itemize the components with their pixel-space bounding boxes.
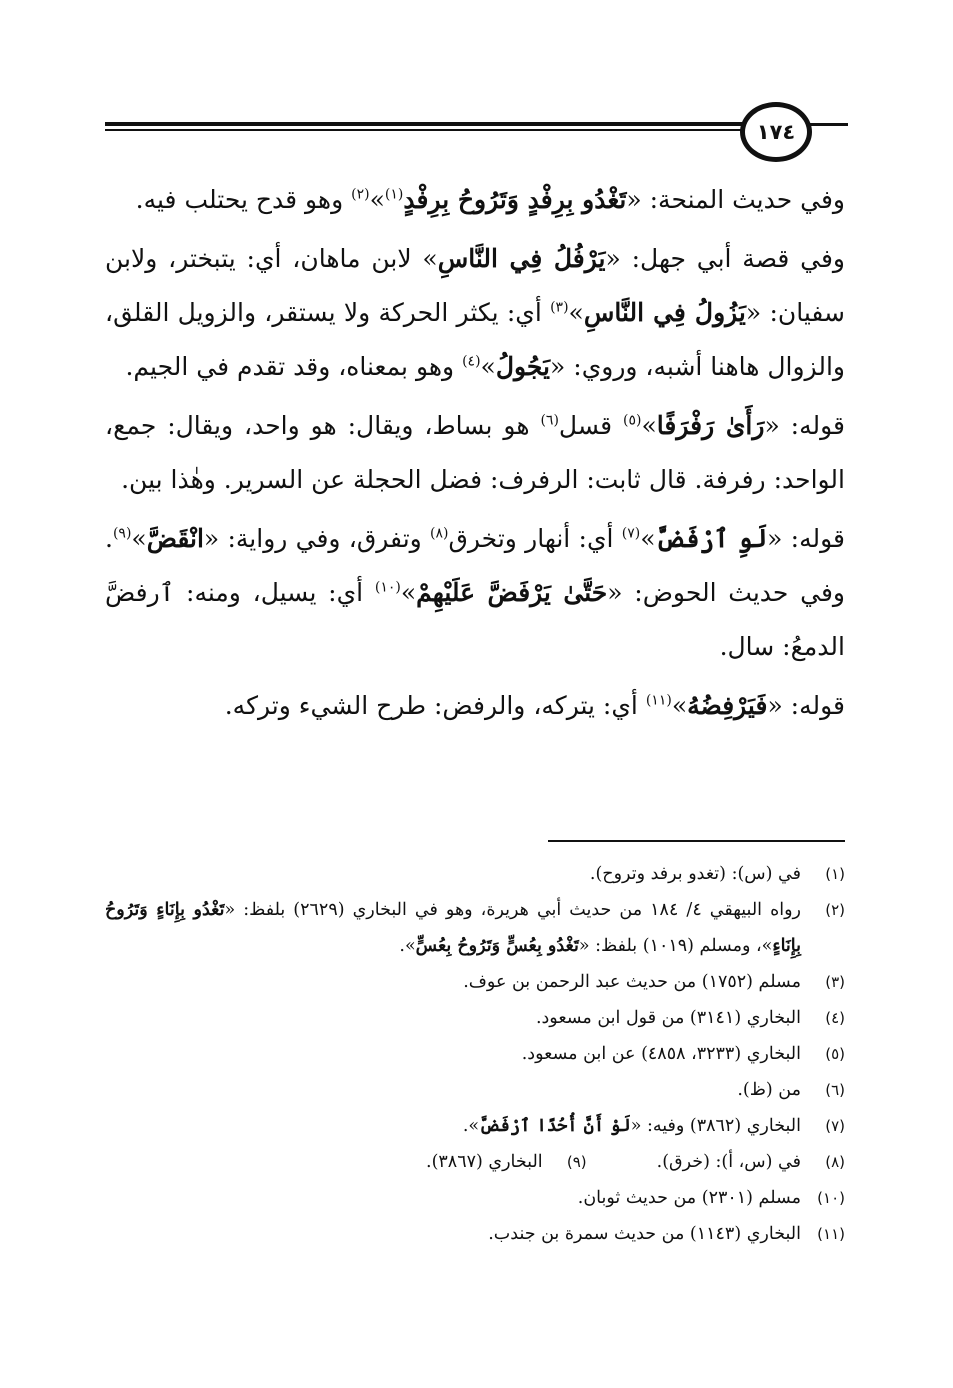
main-text: [105, 173, 845, 738]
quoted-hadith-text: تَغْدُو بِإِنَاءٍ وَتَرُوحُ بِإِنَاءٍ: [105, 900, 801, 956]
footnote-text: البخاري (٣٢٣٣، ٤٨٥٨) عن ابن مسعود.: [521, 1044, 801, 1064]
quoted-hadith-text: حَتَّىٰ يَرْفَضَّ عَلَيْهِمْ: [416, 578, 608, 607]
footnote-9: [426, 1144, 587, 1180]
text-run: قسل: [558, 411, 624, 440]
footnote-7: [105, 1108, 845, 1144]
quoted-hadith-text: تَغْدُو بِرِفْدٍ وَتَرُوحُ بِرِفْدٍ: [403, 185, 627, 214]
footnote-ref: (٤): [462, 353, 481, 370]
footnote-text: في (س، أ): (خرق).: [656, 1152, 801, 1172]
text-run: هو بساط، ويقال: هو واحد، ويقال: جمع، الواحد: رفرفة. قال ثابت: الرفرف: فضل الحجلة عن السرير. وهٰذا بين.: [105, 411, 845, 494]
footnote-number: (٢): [825, 901, 845, 919]
text-run: وتفرق، وفي رواية: «: [203, 524, 431, 553]
footnote-number: (٥): [825, 1045, 845, 1063]
quoted-hadith-text: فَيَرْفِضُهُ: [687, 691, 768, 720]
text-run: »: [369, 185, 385, 214]
footnote-number: (١١): [817, 1225, 845, 1243]
footnote-ref: (٨): [430, 525, 449, 542]
text-run: قوله: «: [764, 411, 845, 440]
footnote-text: البخاري (٣١٤١) من قول ابن مسعود.: [535, 1008, 801, 1028]
quoted-hadith-text: يَزُولُ فِي النَّاسِ: [583, 298, 746, 327]
paragraph: [105, 399, 845, 507]
text-run: رواه البيهقي ٤/ ١٨٤ من حديث أبي هريرة، وهو في البخاري (٢٦٢٩) بلفظ: «: [224, 900, 802, 920]
header-rule-thin: [105, 129, 745, 131]
footnote-text: البخاري (٣٨٦٧).: [426, 1152, 543, 1172]
quoted-hadith-text: لَوْ أَنَّ أُحُدًا ٱرْفَضَّ: [479, 1116, 631, 1136]
footnote-text: من (ظ).: [737, 1080, 801, 1100]
text-run: »: [671, 691, 688, 720]
footnote-ref: (٥): [623, 412, 642, 429]
text-run: ».: [399, 936, 416, 956]
text-run: »: [480, 352, 496, 381]
footnote-number: (٨): [825, 1153, 845, 1171]
footnote-number: (١٠): [817, 1189, 845, 1207]
paragraph: [105, 512, 845, 674]
text-run: »: [641, 411, 657, 440]
page-header: [0, 96, 953, 156]
text-run: أي: يتركه، والرفض: طرح الشيء وتركه.: [224, 691, 646, 720]
text-run: »: [640, 524, 656, 553]
header-rule-tail: [808, 123, 848, 126]
text-run: وهو بمعناه، وقد تقدم في الجيم.: [125, 352, 463, 381]
footnote-5: [105, 1036, 845, 1072]
text-run: قوله: «: [767, 691, 845, 720]
footnote-number: (٩): [566, 1153, 587, 1171]
quoted-hadith-text: يَرْفُلُ فِي النَّاسِ: [437, 244, 606, 273]
text-run: البخاري (٣٨٦٢) وفيه: «: [630, 1116, 801, 1136]
footnote-ref: (٩): [112, 525, 132, 542]
quoted-hadith-text: انْقَضَّ: [146, 524, 204, 553]
quoted-hadith-text: يَجُولُ: [495, 352, 551, 381]
text-run: . وفي حديث الحوض: «: [105, 524, 845, 607]
footnote-ref: (٢): [351, 186, 370, 203]
quoted-hadith-text: رَأَىٰ رَفْرَفًا: [656, 411, 765, 440]
footnote-ref: (٣): [550, 299, 569, 316]
footnotes: [105, 856, 845, 1252]
header-rule-thick: [105, 122, 745, 126]
text-run: » لابن ماهان، أي: يتبختر، ولابن سفيان: «: [105, 244, 845, 327]
footnote-11: [105, 1216, 845, 1252]
footnote-separator: [548, 840, 845, 842]
page-number: ١٧٤: [756, 120, 796, 144]
footnote-2: [105, 892, 845, 964]
text-run: أي: يكثر الحركة ولا يستقر، والزويل القلق، والزوال هاهنا أشبه، وروي: «: [105, 298, 845, 381]
footnote-4: [105, 1000, 845, 1036]
footnote-6: [105, 1072, 845, 1108]
text-run: »: [400, 578, 417, 607]
footnote-text: البخاري (١١٤٣) من حديث سمرة بن جندب.: [488, 1224, 801, 1244]
text-run: ».: [462, 1116, 480, 1136]
footnote-number: (١): [825, 865, 845, 883]
footnote-ref: (١): [384, 186, 404, 203]
text-run: »: [131, 524, 147, 553]
quoted-hadith-text: لَوِ ٱرْفَضَّ: [655, 524, 768, 553]
footnote-text: مسلم (١٧٥٢) من حديث عبد الرحمن بن عوف.: [463, 972, 801, 992]
footnote-text: [105, 1108, 801, 1144]
page-number-badge: [740, 102, 812, 162]
text-run: »: [568, 298, 584, 327]
footnote-10: [105, 1180, 845, 1216]
text-run: أي: أنهار وتخرق: [448, 524, 622, 553]
footnote-row-8-9: [105, 1144, 845, 1180]
footnote-3: [105, 964, 845, 1000]
footnote-text: [105, 892, 801, 964]
footnote-ref: (٧): [621, 525, 641, 542]
paragraph: [105, 679, 845, 733]
paragraph: [105, 232, 845, 394]
paragraph: [105, 173, 845, 227]
footnote-8: [657, 1144, 845, 1180]
footnote-number: (٧): [825, 1117, 845, 1135]
text-run: وفي قصة أبي جهل: «: [605, 244, 846, 273]
text-run: أي: يسيل، ومنه: ٱرفضَّ الدمعُ: سال.: [105, 578, 845, 661]
text-run: قوله: «: [767, 524, 845, 553]
footnote-ref: (١١): [645, 692, 672, 709]
footnote-text: في (س): (تغدو برفد وتروح).: [589, 864, 801, 884]
text-run: وهو قدح يحتلب فيه.: [135, 185, 352, 214]
footnote-ref: (٦): [540, 412, 559, 429]
footnote-number: (٣): [825, 973, 845, 991]
text-run: وفي حديث المنحة: «: [626, 185, 845, 214]
footnote-number: (٤): [825, 1009, 845, 1027]
footnote-1: [105, 856, 845, 892]
text-run: »، ومسلم (١٠١٩) بلفظ: «: [578, 936, 773, 956]
quoted-hadith-text: تَغْدُو بِعُسٍّ وَتَرُوحُ بِعُسٍّ: [415, 936, 579, 956]
footnote-number: (٦): [825, 1081, 845, 1099]
footnote-text: مسلم (٢٣٠١) من حديث ثوبان.: [577, 1188, 801, 1208]
footnote-ref: (١٠): [374, 579, 401, 596]
